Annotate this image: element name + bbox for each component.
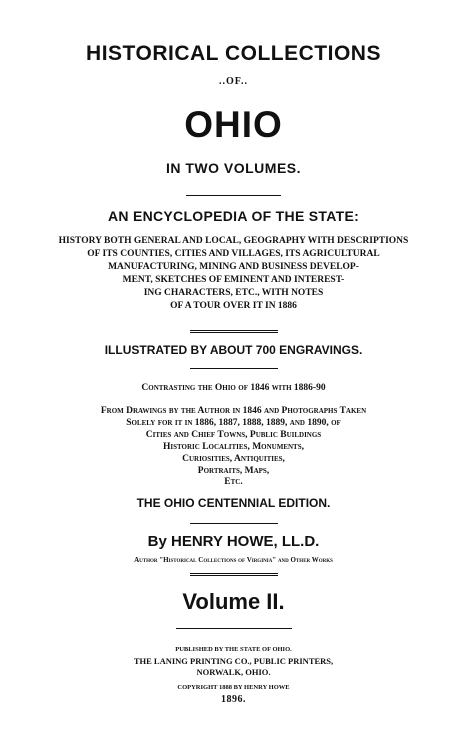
encyclopedia-heading: AN ENCYCLOPEDIA OF THE STATE: bbox=[107, 208, 360, 224]
drawings-line: Curiosities, Antiquities, bbox=[182, 454, 285, 464]
divider-rule bbox=[176, 628, 292, 629]
encyclopedia-line: OF ITS COUNTIES, CITIES AND VILLAGES, ITS AGRICULTURAL bbox=[87, 249, 380, 259]
copyright-line: COPYRIGHT 1888 BY HENRY HOWE bbox=[177, 684, 290, 691]
illustrated-line: ILLUSTRATED BY ABOUT 700 ENGRAVINGS. bbox=[104, 343, 363, 357]
publisher-line: PUBLISHED BY THE STATE OF OHIO. bbox=[175, 646, 292, 653]
title-of: ..OF.. bbox=[219, 76, 248, 87]
encyclopedia-line: MENT, SKETCHES OF EMINENT AND INTEREST- bbox=[122, 275, 345, 285]
divider-rule bbox=[190, 523, 278, 524]
divider-rule bbox=[190, 573, 278, 576]
title-state: OHIO bbox=[184, 104, 283, 145]
encyclopedia-line: HISTORY BOTH GENERAL AND LOCAL, GEOGRAPHY WITH DESCRIPTIONS bbox=[58, 236, 409, 246]
encyclopedia-line: ING CHARACTERS, ETC., WITH NOTES bbox=[143, 288, 324, 298]
divider-rule bbox=[190, 368, 278, 369]
publisher-line: NORWALK, OHIO. bbox=[196, 667, 271, 677]
author-line: By HENRY HOWE, LL.D. bbox=[147, 533, 320, 550]
title-line: HISTORICAL COLLECTIONS bbox=[86, 42, 381, 65]
edition-line: THE OHIO CENTENNIAL EDITION. bbox=[136, 496, 331, 510]
contrasting-line: Contrasting the Ohio of 1846 with 1886-90 bbox=[141, 383, 326, 393]
title-volumes: IN TWO VOLUMES. bbox=[165, 160, 302, 176]
year-line: 1896. bbox=[221, 694, 246, 705]
encyclopedia-line: MANUFACTURING, MINING AND BUSINESS DEVELOP- bbox=[108, 262, 359, 272]
author-credit: Author "Historical Collections of Virginia" and Other Works bbox=[134, 556, 333, 564]
encyclopedia-line: OF A TOUR OVER IT IN 1886 bbox=[170, 301, 297, 311]
drawings-line: Solely for it in 1886, 1887, 1888, 1889, and 1890, of bbox=[126, 418, 341, 428]
drawings-line: Historic Localities, Monuments, bbox=[163, 442, 304, 452]
divider-rule bbox=[186, 195, 281, 196]
volume-line: Volume II. bbox=[182, 589, 285, 614]
publisher-line: THE LANING PRINTING CO., PUBLIC PRINTERS, bbox=[133, 656, 334, 666]
drawings-line: Etc. bbox=[224, 477, 243, 487]
drawings-line: Cities and Chief Towns, Public Buildings bbox=[145, 430, 322, 440]
drawings-line: Portraits, Maps, bbox=[197, 466, 270, 476]
drawings-line: From Drawings by the Author in 1846 and Photographs Taken bbox=[100, 406, 367, 416]
divider-rule bbox=[190, 330, 278, 333]
